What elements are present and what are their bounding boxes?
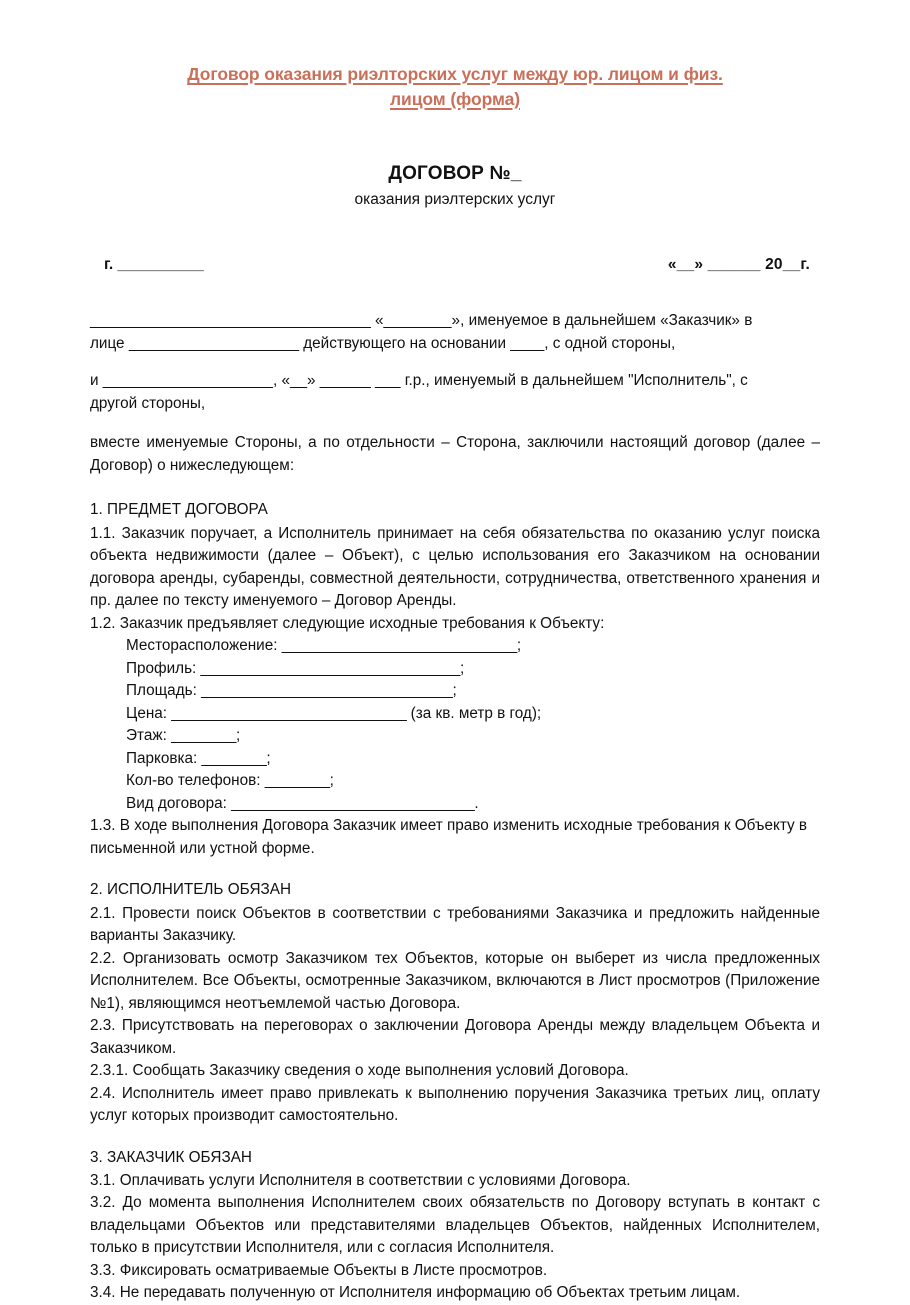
preamble-customer xyxy=(90,310,820,356)
field-label-contract-type: Вид договора: xyxy=(126,794,227,812)
list-item xyxy=(126,770,820,792)
city-date-row xyxy=(90,210,820,274)
clause-1-1: 1.1. Заказчик поручает, а Исполнитель принимает на себя обязательства по оказанию услуг поиска объекта недвижимости (далее – Объект), с целью использования его Заказчиком на основании договора аренды, субаренды, совместной деятельности, сотрудничества, ответственного хранения и пр. далее по тексту именуемого – Договор Аренды. xyxy=(90,524,820,610)
section-1-heading: 1. ПРЕДМЕТ ДОГОВОРА xyxy=(90,501,268,519)
field-tail-contract-type: . xyxy=(474,794,479,812)
page-title-line-2: лицом (форма) xyxy=(390,88,520,109)
preamble-contractor-line-1: и ____________________, «__» ______ ___ г.р., именуемый в дальнейшем "Исполнитель", с xyxy=(90,371,748,389)
list-item xyxy=(126,793,820,815)
list-item xyxy=(126,680,820,702)
field-tail-profile: ; xyxy=(459,659,465,677)
preamble-contractor-line-2: другой стороны, xyxy=(90,394,206,412)
clause-3-4: 3.4. Не передавать полученную от Исполнителя информацию об Объектах третьим лицам. xyxy=(90,1284,741,1302)
clause-1-2: 1.2. Заказчик предъявляет следующие исходные требования к Объекту: xyxy=(90,614,605,632)
section-2 xyxy=(90,879,820,1127)
field-blank-location: _____________________________ xyxy=(281,637,517,655)
field-blank-price: _____________________________ xyxy=(171,704,407,722)
clause-3-1: 3.1. Оплачивать услуги Исполнителя в соответствии с условиями Договора. xyxy=(90,1172,631,1189)
list-item xyxy=(126,658,820,680)
page-title xyxy=(90,0,820,112)
field-label-parking: Парковка: xyxy=(126,749,198,767)
field-tail-phones: ; xyxy=(329,772,334,790)
clause-2-4: 2.4. Исполнитель имеет право привлекать к выполнению поручения Заказчика третьих лиц, оплату услуг которых производит самостоятельно. xyxy=(90,1084,820,1125)
preamble-customer-line-1: _________________________________ «________», именуемое в дальнейшем «Заказчик» в xyxy=(90,311,753,329)
page-title-line-1: Договор оказания риэлторских услуг между юр. лицом и физ. xyxy=(187,64,723,84)
field-tail-parking: ; xyxy=(266,749,271,767)
section-3-heading: 3. ЗАКАЗЧИК ОБЯЗАН xyxy=(90,1148,252,1166)
date-field: «__» ______ 20__г. xyxy=(667,255,810,273)
clause-3-2: 3.2. До момента выполнения Исполнителем своих обязательств по Договору вступать в контакт с владельцами Объектов или представителями владельцев Объектов, найденных Исполнителем, только в присутствии Исполнителя, или с согласия Исполнителя. xyxy=(90,1194,820,1257)
object-requirements-list xyxy=(90,635,820,815)
field-tail-floor: ; xyxy=(235,727,241,745)
city-field: г. __________ xyxy=(104,255,204,273)
document-body xyxy=(90,477,820,1304)
field-label-price: Цена: xyxy=(126,704,168,722)
contract-title: ДОГОВОР №_ xyxy=(388,162,522,184)
preamble-customer-line-2: лице ____________________ действующего на основании ____, с одной стороны, xyxy=(90,334,676,352)
field-blank-floor: ________ xyxy=(171,727,236,745)
section-1 xyxy=(90,499,820,860)
list-item xyxy=(126,635,820,657)
field-blank-profile: ________________________________ xyxy=(200,659,460,677)
list-item xyxy=(126,748,820,770)
field-blank-contract-type: ______________________________ xyxy=(231,794,475,812)
section-2-heading: 2. ИСПОЛНИТЕЛЬ ОБЯЗАН xyxy=(90,881,292,899)
list-item xyxy=(126,703,820,725)
field-label-floor: Этаж: xyxy=(126,727,167,745)
field-blank-phones: ________ xyxy=(264,772,330,790)
field-blank-area: _______________________________ xyxy=(201,682,453,700)
field-tail-location: ; xyxy=(516,637,522,655)
preamble-contractor xyxy=(90,370,820,416)
field-tail-area: ; xyxy=(452,682,457,700)
contract-subtitle: оказания риэлтерских услуг xyxy=(354,191,556,209)
field-label-location: Месторасположение: xyxy=(126,637,278,655)
clause-2-1: 2.1. Провести поиск Объектов в соответствии с требованиями Заказчика и предложить найденные варианты Заказчику. xyxy=(90,904,820,945)
field-label-profile: Профиль: xyxy=(126,659,197,677)
preamble-parties: вместе именуемые Стороны, а по отдельности – Сторона, заключили настоящий договор (далее – Договор) о нижеследующем: xyxy=(90,433,820,474)
clause-2-2: 2.2. Организовать осмотр Заказчиком тех Объектов, которые он выберет из числа предложенных Исполнителем. Все Объекты, осмотренные Заказчиком, включаются в Лист просмотров (Приложение №1), являющимся неотъемлемой частью Договора. xyxy=(90,949,820,1012)
field-label-phones: Кол-во телефонов: xyxy=(126,772,261,790)
list-item xyxy=(126,725,820,747)
section-3 xyxy=(90,1147,820,1305)
clause-2-3-1: 2.3.1. Сообщать Заказчику сведения о ходе выполнения условий Договора. xyxy=(90,1062,629,1080)
clause-1-3: 1.3. В ходе выполнения Договора Заказчик имеет право изменить исходные требования к Объекту в письменной или устной форме. xyxy=(90,817,808,857)
field-tail-price: (за кв. метр в год); xyxy=(406,704,542,722)
clause-3-3: 3.3. Фиксировать осматриваемые Объекты в Листе просмотров. xyxy=(90,1261,548,1279)
preamble xyxy=(90,274,820,478)
clause-2-3: 2.3. Присутствовать на переговорах о заключении Договора Аренды между владельцем Объекта и Заказчиком. xyxy=(90,1017,820,1057)
field-label-area: Площадь: xyxy=(126,682,197,700)
field-blank-parking: ________ xyxy=(201,749,267,767)
